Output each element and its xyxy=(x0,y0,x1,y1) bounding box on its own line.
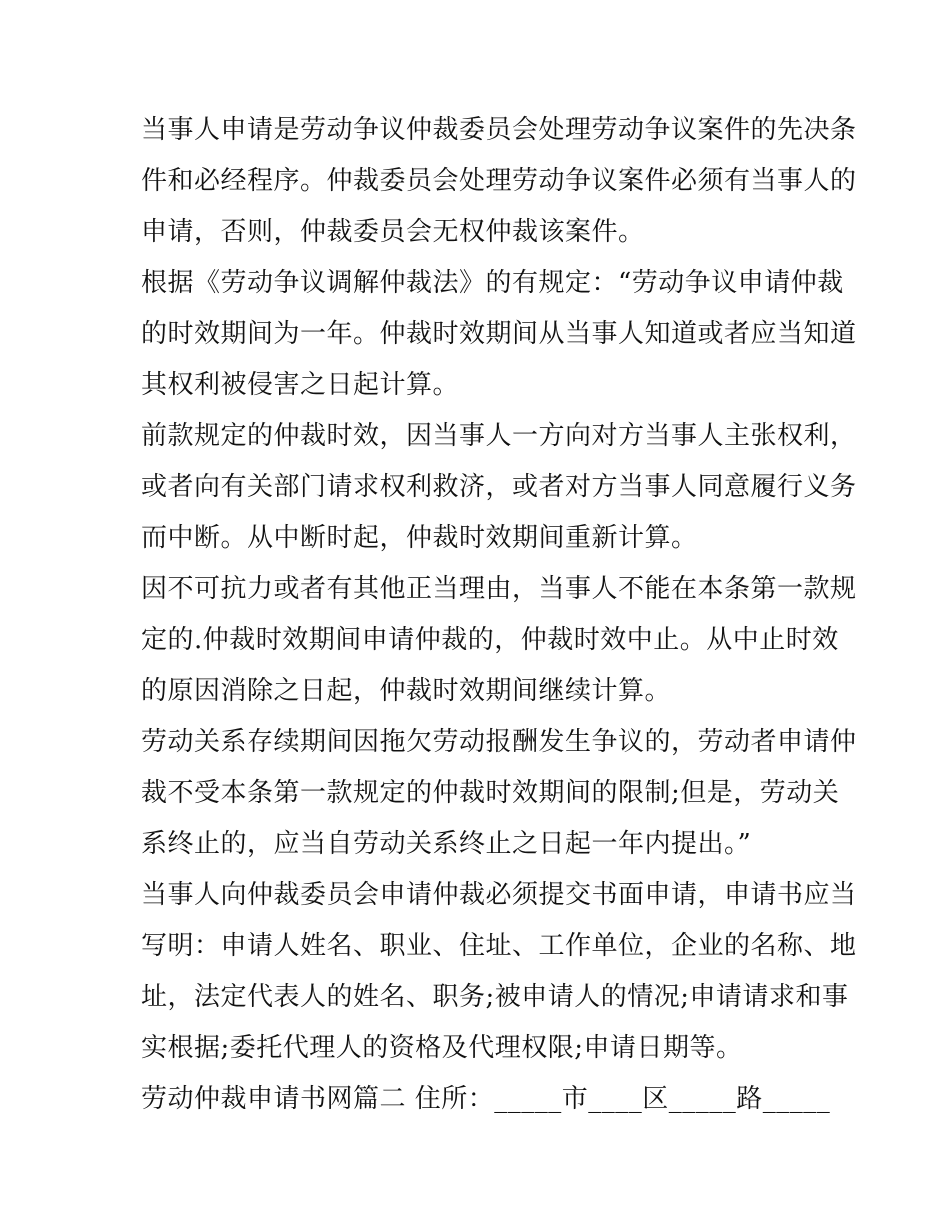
text-line: 实根据;委托代理人的资格及代理权限;申请日期等。 xyxy=(141,1033,743,1063)
text-line: 其权利被侵害之日起计算。 xyxy=(141,370,460,400)
text-line: 而中断。从中断时起，仲裁时效期间重新计算。 xyxy=(141,523,698,553)
text-line: 写明：申请人姓名、职业、住址、工作单位，企业的名称、地 xyxy=(141,931,857,961)
text-line: 裁不受本条第一款规定的仲裁时效期间的限制;但是，劳动关 xyxy=(141,778,840,808)
text-line: 根据《劳动争议调解仲裁法》的有规定：“劳动争议申请仲裁 xyxy=(141,268,844,298)
text-line: 的时效期间为一年。仲裁时效期间从当事人知道或者应当知道 xyxy=(141,319,857,349)
text-line: 因不可抗力或者有其他正当理由，当事人不能在本条第一款规 xyxy=(141,574,857,604)
text-line: 的原因消除之日起，仲裁时效期间继续计算。 xyxy=(141,676,672,706)
text-line: 定的.仲裁时效期间申请仲裁的，仲裁时效中止。从中止时效 xyxy=(141,625,839,655)
text-line: 前款规定的仲裁时效，因当事人一方向对方当事人主张权利， xyxy=(141,421,857,451)
text-line: 址，法定代表人的姓名、职务;被申请人的情况;申请请求和事 xyxy=(141,982,849,1012)
text-line: 件和必经程序。仲裁委员会处理劳动争议案件必须有当事人的 xyxy=(141,166,857,196)
text-line: 申请，否则，仲裁委员会无权仲裁该案件。 xyxy=(141,217,645,247)
text-line: 当事人申请是劳动争议仲裁委员会处理劳动争议案件的先决条 xyxy=(141,115,857,145)
text-line: 劳动关系存续期间因拖欠劳动报酬发生争议的，劳动者申请仲 xyxy=(141,727,857,757)
text-line: 当事人向仲裁委员会申请仲裁必须提交书面申请，申请书应当 xyxy=(141,880,857,910)
text-line: 或者向有关部门请求权利救济，或者对方当事人同意履行义务 xyxy=(141,472,857,502)
text-line: 劳动仲裁申请书网篇二 住所：_____市____区_____路_____ xyxy=(141,1084,831,1114)
text-line: 系终止的，应当自劳动关系终止之日起一年内提出。” xyxy=(141,829,752,859)
